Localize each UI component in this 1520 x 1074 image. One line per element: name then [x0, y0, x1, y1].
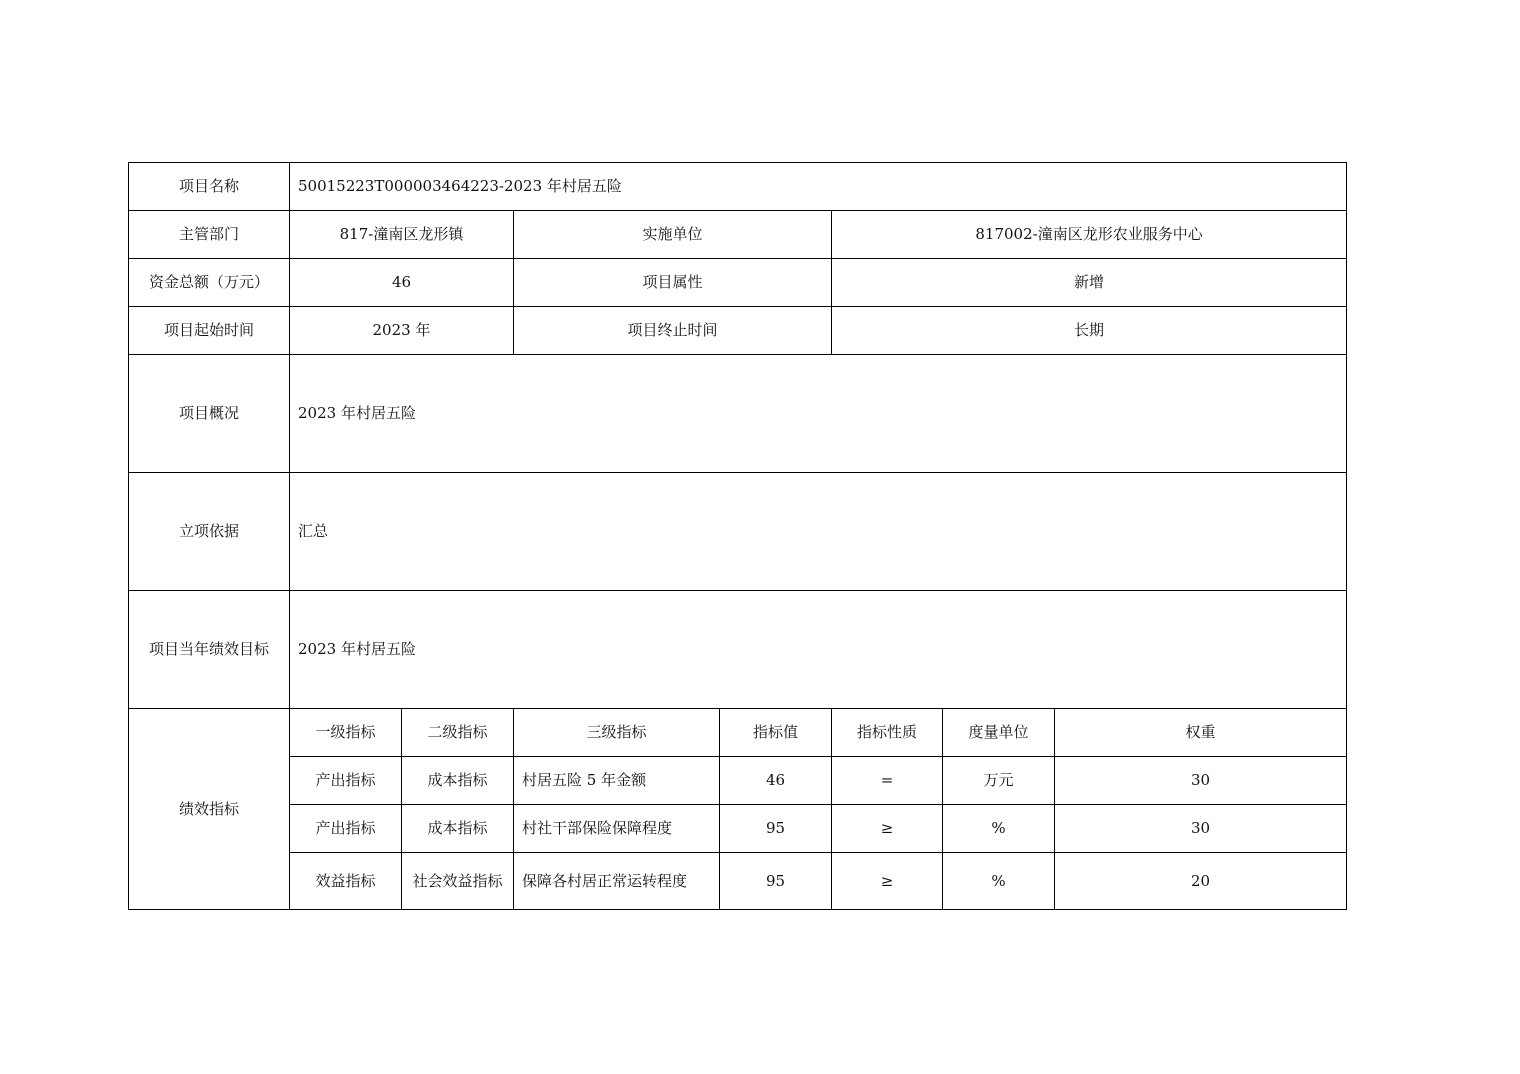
indicator-unit: % [943, 805, 1055, 853]
indicators-label: 绩效指标 [129, 709, 290, 910]
header-level1: 一级指标 [290, 709, 402, 757]
indicator-header-row [129, 709, 1347, 757]
overview-label: 项目概况 [129, 355, 290, 473]
basis-label: 立项依据 [129, 473, 290, 591]
indicator-row [129, 757, 1347, 805]
indicator-level3: 保障各村居正常运转程度 [514, 853, 720, 910]
indicator-value: 95 [720, 853, 832, 910]
attr-value: 新增 [832, 259, 1347, 307]
indicator-unit: 万元 [943, 757, 1055, 805]
indicator-unit: % [943, 853, 1055, 910]
indicator-level2: 社会效益指标 [402, 853, 514, 910]
indicator-nature: ≥ [832, 805, 943, 853]
start-label: 项目起始时间 [129, 307, 290, 355]
header-level2: 二级指标 [402, 709, 514, 757]
header-level3: 三级指标 [514, 709, 720, 757]
impl-value: 817002-潼南区龙形农业服务中心 [832, 211, 1347, 259]
header-nature: 指标性质 [832, 709, 943, 757]
indicator-level2: 成本指标 [402, 757, 514, 805]
header-value: 指标值 [720, 709, 832, 757]
attr-label: 项目属性 [514, 259, 832, 307]
indicator-level1: 效益指标 [290, 853, 402, 910]
goal-value: 2023 年村居五险 [290, 591, 1347, 709]
fund-value: 46 [290, 259, 514, 307]
indicator-level1: 产出指标 [290, 757, 402, 805]
indicator-nature: ≥ [832, 853, 943, 910]
row-time [129, 307, 1347, 355]
indicator-nature: = [832, 757, 943, 805]
indicator-level3: 村居五险 5 年金额 [514, 757, 720, 805]
project-performance-table [128, 162, 1347, 910]
row-fund [129, 259, 1347, 307]
row-department [129, 211, 1347, 259]
dept-label: 主管部门 [129, 211, 290, 259]
end-value: 长期 [832, 307, 1347, 355]
indicator-weight: 30 [1055, 805, 1347, 853]
row-goal [129, 591, 1347, 709]
indicator-row [129, 805, 1347, 853]
project-name-value: 50015223T000003464223-2023 年村居五险 [290, 163, 1347, 211]
dept-value: 817-潼南区龙形镇 [290, 211, 514, 259]
project-name-label: 项目名称 [129, 163, 290, 211]
indicator-level3: 村社干部保险保障程度 [514, 805, 720, 853]
overview-value: 2023 年村居五险 [290, 355, 1347, 473]
impl-label: 实施单位 [514, 211, 832, 259]
fund-label: 资金总额（万元） [129, 259, 290, 307]
goal-label: 项目当年绩效目标 [129, 591, 290, 709]
row-project-name [129, 163, 1347, 211]
indicator-level1: 产出指标 [290, 805, 402, 853]
indicator-weight: 30 [1055, 757, 1347, 805]
end-label: 项目终止时间 [514, 307, 832, 355]
indicator-row [129, 853, 1347, 910]
indicator-value: 95 [720, 805, 832, 853]
indicator-weight: 20 [1055, 853, 1347, 910]
header-weight: 权重 [1055, 709, 1347, 757]
basis-value: 汇总 [290, 473, 1347, 591]
row-basis [129, 473, 1347, 591]
header-unit: 度量单位 [943, 709, 1055, 757]
indicator-level2: 成本指标 [402, 805, 514, 853]
start-value: 2023 年 [290, 307, 514, 355]
indicator-value: 46 [720, 757, 832, 805]
row-overview [129, 355, 1347, 473]
